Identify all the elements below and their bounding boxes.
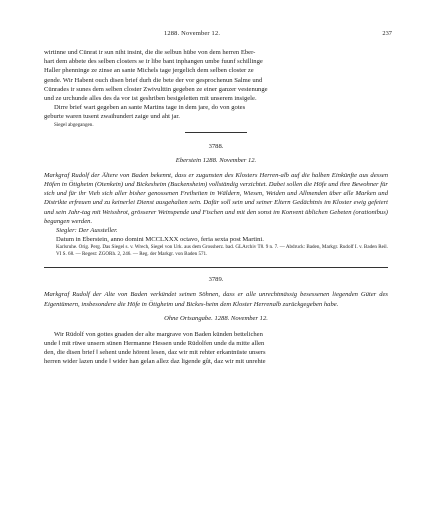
place-date: Ohne Ortsangabe. 1288. November 12.	[164, 314, 268, 322]
text-line: Wir Rüdolf von gottes gnaden der alte margrave von Baden künden bettelichen	[54, 330, 263, 338]
text-line: geburte waren tusent zwaihundert zaige und aht jar.	[44, 113, 180, 121]
datum-line: Datum in Eberstein, anno domini MCCLXXX octavo, feria sexta post Martini.	[56, 236, 264, 244]
text-line: Haller phenninge ze zinse an sante Michels tage jergelich dem selben closter ze	[44, 67, 254, 75]
regest-text: Markgraf Rudolf der Ältere von Baden bekennt, dass er zugunsten des Klosters Herren-alb auf die halben Einkünfte aus dessen Höfen in Ötigheim (Otenkein) und Bickesheim (Buckensheim) vollständig verzichtet. Dabei sollen die Höfe und ihre Bewohner für sich und für ihr Vieh sich aller bisher genossenen Freiheiten in Wäldern, Wiesen, Weiden und Allmenden über alle Marken und Distrikte erfreuen und zu keinerlei Dienst ausgehalten sein. Dafür soll sein und seiner Eltern Gedächtnis im Kloster ewig gefeiert und sein Jahr-tag mit Weissbrot, grösserer Weinspende und Fischen und mit den sonst im Konvent üblichen Gebeten (orationibus) begangen werden.	[44, 171, 388, 225]
text-line: den, die disen brief ‖ sehent unde hörent lesen, daz wir mit rehter erkantnüste unsers	[44, 349, 266, 357]
document-number: 3788.	[208, 142, 224, 150]
text-line: und ze urchunde alles des da vor ist geshriben besigeletten mit unserem insigele.	[44, 95, 257, 103]
source-note: Karlsruhe. Orig. Perg. Das Siegel s. v. Wrech, Siegel von Urk. aus dem Grossherz. bad. GLArchiv T8. 9 n. 7. — Abdruck: Baden, Markgr. Rudolf I. v. Baden Reil. VI S. 68. — Regest: ZGORh. 2, 246. — Reg. der Markgr. von Baden 571.	[56, 244, 388, 258]
text-line: Cünrades ir sunes dem selben closter Zwivulttin gegeben ze einer ganzer vestenunge	[44, 85, 268, 93]
header-title: 1288. November 12.	[164, 30, 221, 37]
seal-note: Siegel abgegangen.	[54, 121, 94, 128]
document-page	[44, 30, 392, 367]
sealer-note: Siegler: Der Aussteller.	[56, 227, 118, 235]
document-number: 3789.	[208, 276, 224, 284]
text-line: Dirre brief wart gegeben an sante Martins tage in dem jare, do von gotes	[54, 104, 246, 112]
regest-text: Markgraf Rudolf der Alte von Baden verkündet seinen Söhnen, dass er alle unrechtmässig besessenen liegenden Güter des Eigentümern, insbesondere die Höfe in Ötigheim und Bickes-heim dem Kloster Herrenalb zurückgegeben habe.	[44, 291, 388, 308]
text-line: unde ‖ mit rüwe unsern sünen Hermanne Hessen unde Rüdolfen unde da mitte allen	[44, 340, 265, 348]
place-date: Eberstein 1288. November 12.	[175, 156, 257, 164]
text-line: herren wider lazen unde ‖ wider han gelan allez daz ligende gût, daz wir mit unrehte	[44, 358, 266, 366]
section-rule	[44, 267, 388, 268]
previous-entry-text	[44, 48, 388, 129]
section-separator	[185, 132, 247, 133]
text-line: hart dem abbete des selben closters se ir libe bant inphangen umbe fuunf schillinge	[44, 58, 263, 66]
page-number: 237	[382, 30, 392, 37]
running-header	[44, 30, 392, 42]
text-line: gende. Wir Habent ouch disen brief durh die bete der vor gesprochenun Salme und	[44, 76, 263, 84]
document-text	[44, 330, 388, 367]
text-line: wirtinne und Cünrat ir sun niht insint, die die selbun hübe von dem herren Eber-	[44, 49, 256, 56]
